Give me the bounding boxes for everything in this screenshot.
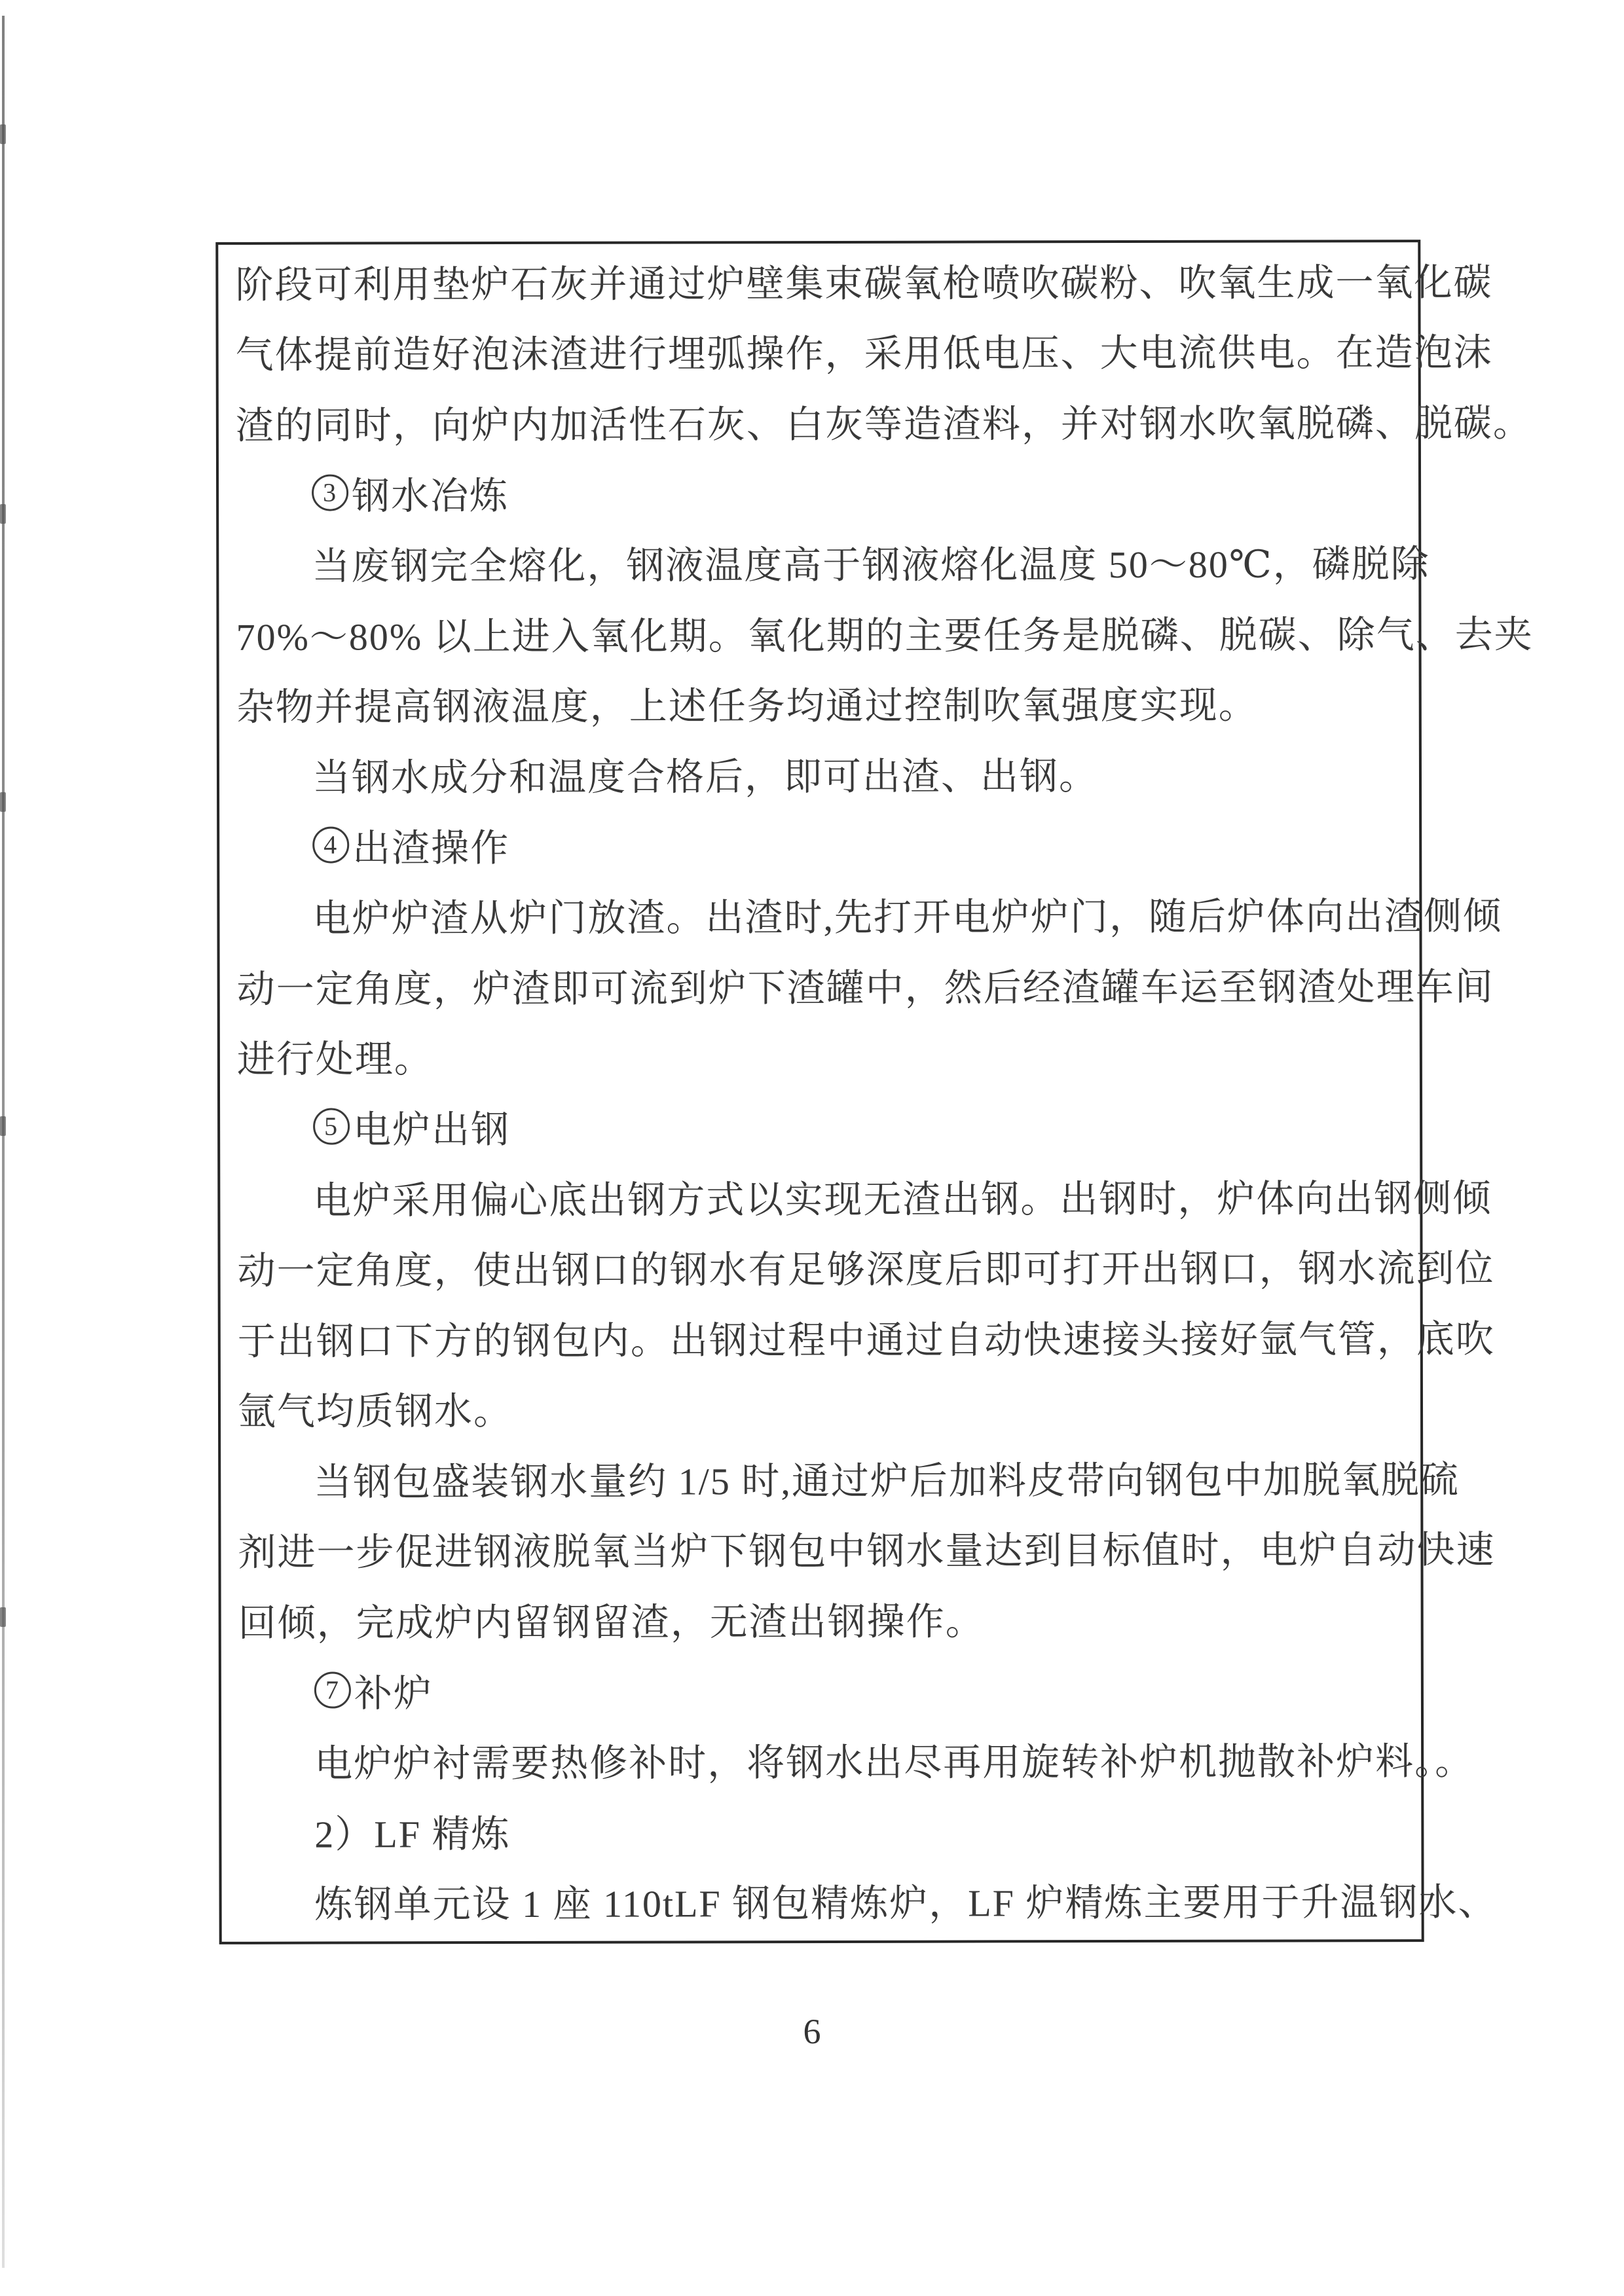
scan-edge-mark	[0, 1607, 6, 1627]
paragraph-line	[238, 1864, 1498, 1937]
line-text: 回倾，完成炉内留钢留渣，无渣出钢操作。	[238, 1600, 985, 1645]
heading-line	[236, 455, 1407, 528]
paragraph-line	[236, 596, 1534, 668]
line-text: 炼钢单元设 1 座 110tLF 钢包精炼炉，LF 炉精炼主要用于升温钢水、	[314, 1881, 1498, 1927]
line-text: 杂物并提高钢液温度，上述任务均通过控制吹氧强度实现。	[236, 683, 1258, 729]
line-text: 电炉出钢	[353, 1108, 511, 1152]
paragraph-line	[235, 384, 1532, 457]
paragraph-line	[237, 1230, 1495, 1302]
document-body	[218, 242, 1534, 1937]
scan-edge-mark	[0, 504, 6, 524]
line-text: 电炉炉渣从炉门放渣。出渣时,先打开电炉炉门，随后炉体向出渣侧倾	[312, 894, 1503, 940]
line-text: 当废钢完全熔化，钢液温度高于钢液熔化温度 50～80℃，磷脱除	[312, 543, 1430, 588]
line-text: 当钢水成分和温度合格后，即可出渣、出钢。	[312, 755, 1099, 799]
line-text: 2）LF 精炼	[314, 1812, 511, 1856]
line-text: 渣的同时，向炉内加活性石灰、白灰等造渣料，并对钢水吹氧脱磷、脱碳。	[235, 401, 1532, 447]
line-text: 于出钢口下方的钢包内。出钢过程中通过自动快速接头接好氩气管，底吹	[237, 1317, 1495, 1363]
paragraph-line	[235, 244, 1493, 316]
circled-number: 5	[313, 1108, 350, 1144]
paragraph-line	[235, 314, 1493, 387]
paragraph-line	[238, 1441, 1460, 1514]
line-text: 剂进一步促进钢液脱氧当炉下钢包中钢水量达到目标值时，电炉自动快速	[238, 1529, 1496, 1575]
paragraph-line	[237, 1019, 1408, 1091]
page-number: 6	[803, 2012, 821, 2051]
line-text: 气体提前造好泡沫渣进行埋弧操作，采用低电压、大电流供电。在造泡沫	[235, 331, 1493, 377]
line-text: 钢水冶炼	[352, 474, 509, 518]
heading-line	[238, 1652, 1409, 1725]
document-table-cell	[215, 240, 1534, 1944]
paragraph-line	[238, 1723, 1475, 1796]
circled-number: 3	[312, 474, 348, 511]
paragraph-line	[236, 877, 1503, 950]
scan-edge-mark	[0, 124, 6, 144]
circled-number: 4	[312, 826, 349, 863]
line-text: 阶段可利用垫炉石灰并通过炉壁集束碳氧枪喷吹碳粉、吹氧生成一氧化碳	[235, 261, 1493, 306]
paragraph-line	[238, 1793, 1409, 1866]
heading-line	[236, 807, 1407, 880]
line-text: 进行处理。	[236, 1038, 434, 1082]
paragraph-line	[236, 737, 1407, 809]
paragraph-line	[237, 1300, 1495, 1373]
line-text: 补炉	[354, 1671, 434, 1715]
scan-edge-mark	[0, 792, 6, 812]
line-text: 电炉采用偏心底出钢方式以实现无渣出钢。出钢时，炉体向出钢侧倾	[313, 1176, 1492, 1222]
line-text: 电炉炉衬需要热修补时，将钢水出尽再用旋转补炉机抛散补炉料。。	[314, 1740, 1475, 1785]
line-text: 70%～80% 以上进入氧化期。氧化期的主要任务是脱磷、脱碳、除气、去夹	[236, 613, 1534, 659]
paragraph-line	[238, 1512, 1496, 1584]
scan-edge-mark	[0, 1116, 6, 1136]
line-text: 氩气均质钢水。	[237, 1390, 513, 1434]
heading-line	[237, 1089, 1408, 1161]
line-text: 动一定角度，炉渣即可流到炉下渣罐中，然后经渣罐车运至钢渣处理车间	[236, 965, 1494, 1011]
paragraph-line	[237, 1159, 1492, 1232]
line-text: 当钢包盛装钢水量约 1/5 时,通过炉后加料皮带向钢包中加脱氧脱硫	[314, 1458, 1460, 1504]
line-text: 出渣操作	[352, 826, 510, 870]
paragraph-line	[238, 1371, 1409, 1444]
paragraph-line	[238, 1582, 1409, 1654]
line-text: 动一定角度，使出钢口的钢水有足够深度后即可打开出钢口，钢水流到位	[237, 1247, 1495, 1292]
scan-edge-artifact	[2, 16, 5, 2268]
paragraph-line	[236, 948, 1494, 1021]
circled-number: 7	[314, 1671, 351, 1708]
paragraph-line	[236, 666, 1407, 739]
paragraph-line	[236, 525, 1430, 598]
